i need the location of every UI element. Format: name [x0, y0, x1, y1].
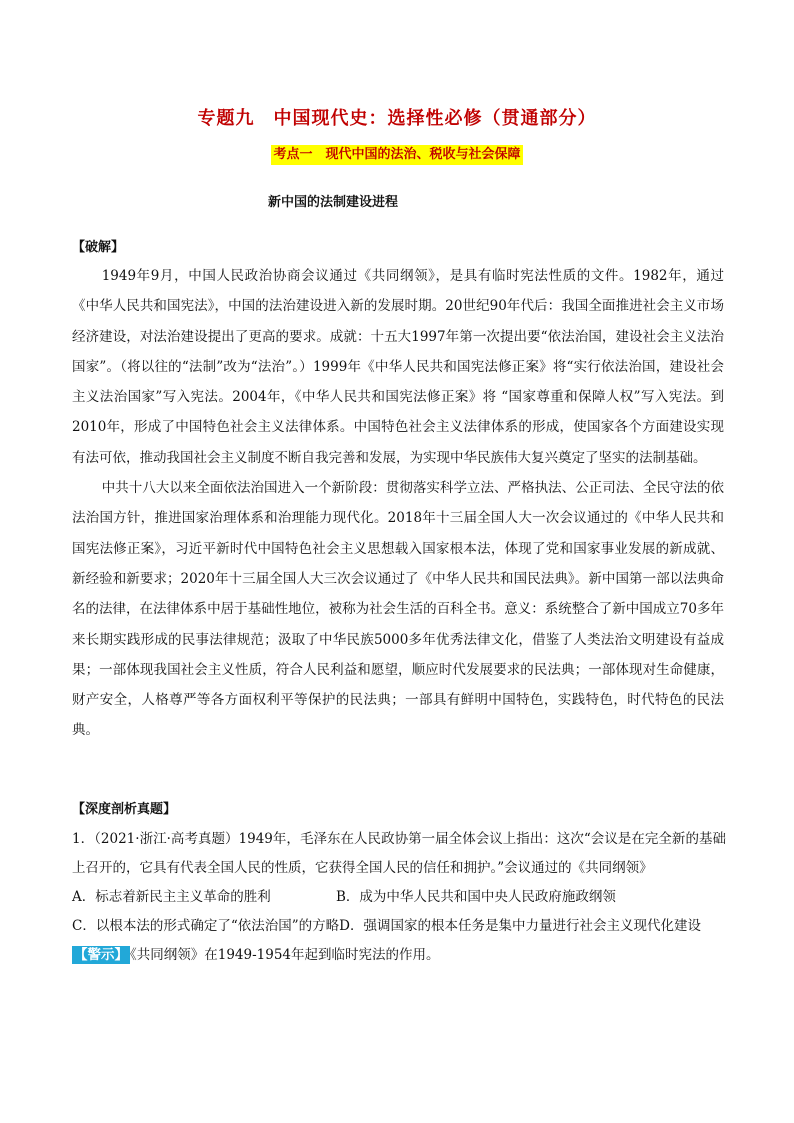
chapter-title: 专题九 中国现代史：选择性必修（贯通部分）	[197, 108, 597, 129]
warning-tag: 【警示】	[74, 947, 128, 963]
poji-body	[72, 261, 724, 746]
warning-text: 《共同纲领》在1949-1954年起到临时宪法的作用。	[130, 947, 440, 963]
poji-paragraph-2: 中共十八大以来全面依法治国进入一个新阶段：贯彻落实科学立法、严格执法、公正司法、全民守法的依法治国方针，推进国家治理体系和治理能力现代化。2018年十三届全国人大一次会议通过的《中华人民共和国宪法修正案》，习近平新时代中国特色社会主义思想载入国家根本法，体现了党和国家事业发展的新成就、新经验和新要求；2020年十三届全国人大三次会议通过了《中华人民共和国民法典》。新中国第一部以法典命名的法律，在法律体系中居于基础性地位，被称为社会生活的百科全书。意义：系统整合了新中国成立70多年来长期实践形成的民事法律规范；汲取了中华民族5000多年优秀法律文化，借鉴了人类法治文明建设有益成果；一部体现我国社会主义性质，符合人民利益和愿望，顺应时代发展要求的民法典；一部体现对生命健康，财产安全，人格尊严等各方面权利平等保护的民法典；一部具有鲜明中国特色，实践特色，时代特色的民法典。	[72, 480, 724, 739]
poji-label: 【破解】	[72, 240, 125, 255]
option-b: B．成为中华人民共和国中央人民政府施政纲领	[336, 889, 616, 905]
options-row-cd	[72, 912, 726, 941]
option-a: A．标志着新民主主义革命的胜利	[72, 889, 271, 905]
warning-note	[72, 941, 726, 970]
option-c: C．以根本法的形式确定了“依法治国”的方略	[72, 918, 340, 934]
option-d: D．强调国家的根本任务是集中力量进行社会主义现代化建设	[339, 918, 701, 934]
kaodian-heading: 考点一 现代中国的法治、税收与社会保障	[271, 145, 522, 165]
topic-subheading: 新中国的法制建设进程	[268, 195, 399, 210]
options-row-ab	[72, 883, 726, 912]
question-stem: 1．（2021·浙江·高考真题）1949年，毛泽东在人民政协第一届全体会议上指出：这次“会议是在完全新的基础上召开的，它具有代表全国人民的性质，它获得全国人民的信任和拥护。”会议通过的《共同纲领》	[72, 831, 726, 876]
kaodian-wrap	[0, 143, 794, 165]
shendu-label: 【深度剖析真题】	[72, 802, 177, 817]
poji-paragraph-1: 1949年9月，中国人民政治协商会议通过《共同纲领》，是具有临时宪法性质的文件。1982年，通过《中华人民共和国宪法》，中国的法治建设进入新的发展时期。20世纪90年代后：我国全面推进社会主义市场经济建设，对法治建设提出了更高的要求。成就：十五大1997年第一次提出要“依法治国，建设社会主义法治国家”。（将以往的“法制”改为“法治”。）1999年《中华人民共和国宪法修正案》将“实行依法治国，建设社会主义法治国家”写入宪法。2004年，《中华人民共和国宪法修正案》将 “国家尊重和保障人权”写入宪法。到2010年，形成了中国特色社会主义法律体系。中国特色社会主义法律体系的形成，使国家各个方面建设实现有法可依，推动我国社会主义制度不断自我完善和发展，为实现中华民族伟大复兴奠定了坚实的法制基础。	[72, 268, 724, 466]
question-1	[72, 825, 726, 970]
